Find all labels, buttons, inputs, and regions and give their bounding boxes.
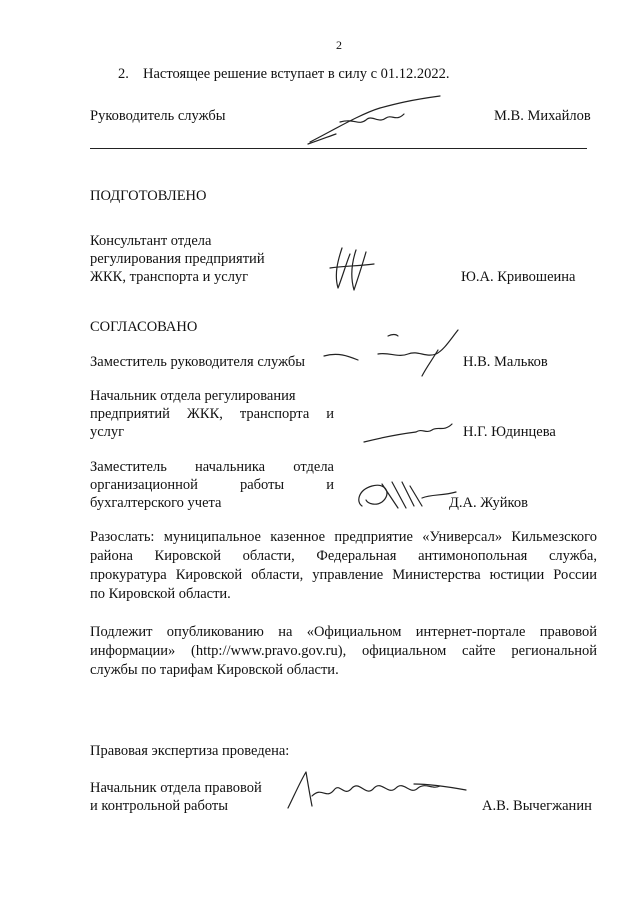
approver-3-signature-image xyxy=(352,476,462,516)
page-number: 2 xyxy=(336,38,342,52)
approved-heading: СОГЛАСОВАНО xyxy=(90,319,198,335)
distribution-line-3: прокуратура Кировской области, управление Министерства юстиции России xyxy=(90,567,597,583)
clause-text: Настоящее решение вступает в силу с 01.12.2022. xyxy=(143,66,450,82)
prepared-position-line-2: регулирования предприятий xyxy=(90,251,265,267)
legal-review-name: А.В. Вычегжанин xyxy=(482,798,592,814)
distribution-line-2: района Кировской области, Федеральная антимонопольная служба, xyxy=(90,548,597,564)
prepared-position-line-1: Консультант отдела xyxy=(90,233,212,249)
prepared-heading: ПОДГОТОВЛЕНО xyxy=(90,188,207,204)
approver-3-position-line-3: бухгалтерского учета xyxy=(90,495,222,511)
head-signature-image xyxy=(300,92,450,152)
approver-2-position-line-2: предприятий ЖКК, транспорта и xyxy=(90,406,334,422)
separator-line xyxy=(90,148,587,149)
clause-number: 2. xyxy=(118,66,129,82)
head-name: М.В. Михайлов xyxy=(494,108,591,124)
legal-review-note: Правовая экспертиза проведена: xyxy=(90,743,290,759)
legal-review-position-line-1: Начальник отдела правовой xyxy=(90,780,262,796)
publication-line-2: информации» (http://www.pravo.gov.ru), официальном сайте региональной xyxy=(90,643,597,659)
prepared-position-line-3: ЖКК, транспорта и услуг xyxy=(90,269,249,285)
distribution-line-1: Разослать: муниципальное казенное предприятие «Универсал» Кильмезского xyxy=(90,529,597,545)
approver-1-position: Заместитель руководителя службы xyxy=(90,354,306,370)
publication-line-3: службы по тарифам Кировской области. xyxy=(90,662,339,678)
approver-1-signature-image xyxy=(318,326,466,381)
legal-review-position-line-2: и контрольной работы xyxy=(90,798,228,814)
head-position: Руководитель службы xyxy=(90,108,226,124)
approver-2-position-line-3: услуг xyxy=(90,424,125,440)
approver-3-name: Д.А. Жуйков xyxy=(449,495,528,511)
prepared-name: Ю.А. Кривошеина xyxy=(461,269,576,285)
publication-line-1: Подлежит опубликованию на «Официальном интернет-портале правовой xyxy=(90,624,597,640)
legal-review-signature-image xyxy=(282,766,472,814)
approver-3-position-line-1: Заместитель начальника отдела xyxy=(90,459,334,475)
approver-2-signature-image xyxy=(360,418,460,448)
approver-2-position-line-1: Начальник отдела регулирования xyxy=(90,388,296,404)
approver-3-position-line-2: организационной работы и xyxy=(90,477,334,493)
approver-1-name: Н.В. Мальков xyxy=(463,354,548,370)
prepared-signature-image xyxy=(328,244,388,294)
distribution-line-4: по Кировской области. xyxy=(90,586,231,602)
approver-2-name: Н.Г. Юдинцева xyxy=(463,424,556,440)
